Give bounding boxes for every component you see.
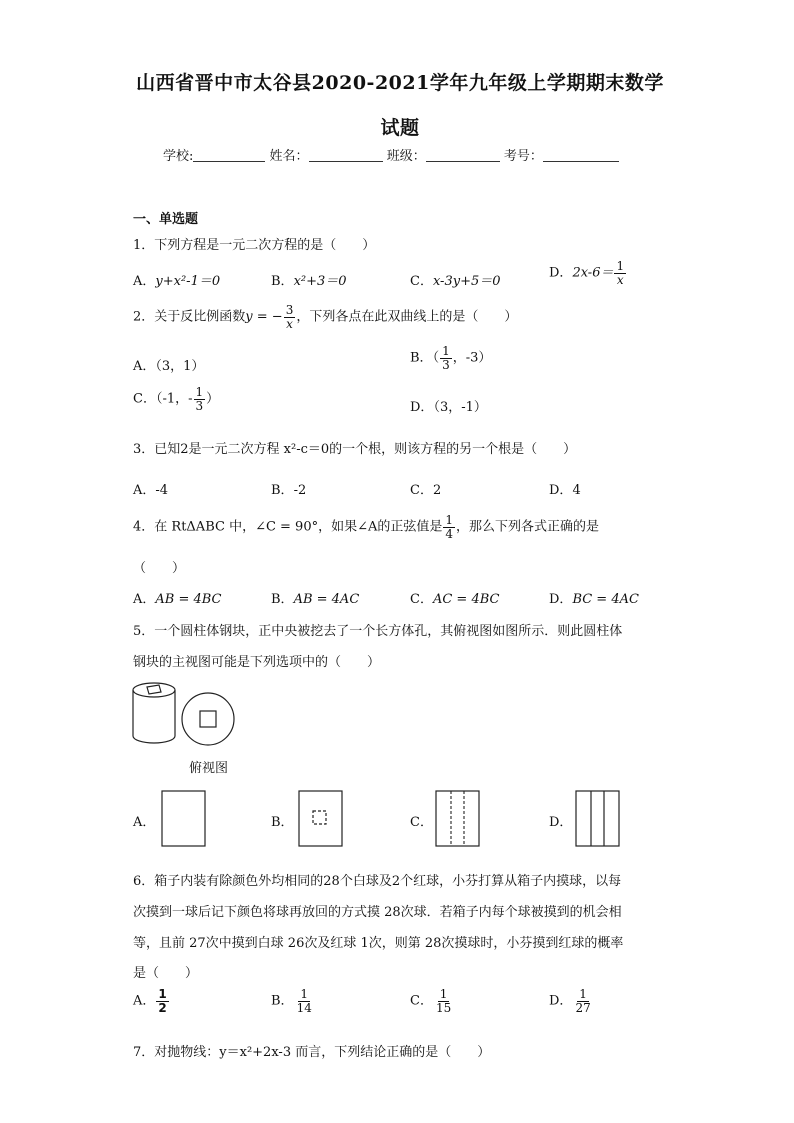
q5-option-a-figure bbox=[161, 790, 207, 848]
q5-option-a-label: A． bbox=[133, 815, 156, 830]
exam-title-line2: 试题 bbox=[380, 117, 420, 139]
fraction: $\frac{1}{27}$ bbox=[575, 987, 591, 1015]
fraction: $\frac{1}{14}$ bbox=[296, 987, 312, 1015]
q6-option-a: A． $\frac{1}{2}$ bbox=[133, 987, 167, 1015]
q5-option-b-figure bbox=[298, 790, 344, 848]
school-blank bbox=[193, 148, 265, 162]
q3-option-a: A．-4 bbox=[133, 483, 169, 498]
q6-line4: 是（ ） bbox=[133, 966, 199, 981]
q4-stem: 4．在 RtΔABC 中，∠C = 90°，如果∠A的正弦值是 $\frac{1}{4}$ ，那么下列各式正确的是 bbox=[133, 513, 600, 541]
q1-option-d: D．2x-6＝ $\frac{1}{x}$ bbox=[549, 259, 625, 287]
fraction: $\frac{1}{2}$ bbox=[158, 987, 167, 1015]
class-label: 班级： bbox=[386, 149, 426, 164]
exam-title-line1: 山西省晋中市太谷县2020-2021学年九年级上学期期末数学 bbox=[136, 72, 664, 94]
q4-paren: （ ） bbox=[133, 561, 186, 576]
q5-option-d-figure bbox=[575, 790, 621, 848]
q1-stem: 1．下列方程是一元二次方程的是（ ） bbox=[133, 238, 376, 253]
q3-option-d: D．4 bbox=[549, 483, 581, 498]
q2-option-b: B．（ $\frac{1}{3}$ ，-3） bbox=[410, 344, 492, 372]
q4-option-b: B．AB = 4AC bbox=[271, 592, 360, 607]
q4-option-c: C．AC = 4BC bbox=[410, 592, 500, 607]
q7-stem: 7．对抛物线：y＝x²+2x-3 而言，下列结论正确的是（ ） bbox=[133, 1045, 491, 1060]
exam-no-label: 考号： bbox=[503, 149, 543, 164]
name-label: 姓名： bbox=[269, 149, 309, 164]
q5-option-b-label: B． bbox=[271, 815, 294, 830]
q5-option-c-label: C． bbox=[410, 815, 433, 830]
q3-option-b: B．-2 bbox=[271, 483, 307, 498]
section-heading: 一、单选题 bbox=[133, 212, 199, 227]
q6-option-c: C． $\frac{1}{15}$ bbox=[410, 987, 452, 1015]
q6-line2: 次摸到一球后记下颜色将球再放回的方式摸 28次球．若箱子内每个球被摸到的机会相 bbox=[133, 905, 622, 920]
q5-option-c-figure bbox=[435, 790, 481, 848]
fraction: $\frac{1}{3}$ bbox=[195, 385, 204, 413]
q2-option-d: D．（3，-1） bbox=[410, 400, 487, 415]
exam-no-blank bbox=[543, 148, 619, 162]
cylinder-figure bbox=[130, 680, 180, 746]
fraction: $\frac{1}{3}$ bbox=[442, 344, 450, 372]
fraction: $\frac{1}{x}$ bbox=[616, 259, 625, 287]
q5-stem-line2: 钢块的主视图可能是下列选项中的（ ） bbox=[133, 655, 381, 670]
q2-option-c: C．（-1，- $\frac{1}{3}$ ） bbox=[133, 385, 220, 413]
q5-stem-line1: 5．一个圆柱体钢块，正中央被挖去了一个长方体孔，其俯视图如图所示．则此圆柱体 bbox=[133, 624, 623, 639]
fraction: $\frac{3}{x}$ bbox=[285, 303, 294, 331]
name-blank bbox=[309, 148, 383, 162]
q4-option-d: D．BC = 4AC bbox=[549, 592, 639, 607]
student-info-row bbox=[163, 145, 619, 164]
q2-option-a: A．（3，1） bbox=[133, 359, 205, 374]
q4-option-a: A．AB = 4BC bbox=[133, 592, 222, 607]
q1-option-b: B．x²+3＝0 bbox=[271, 274, 347, 289]
q6-line1: 6．箱子内装有除颜色外均相同的28个白球及2个红球，小芬打算从箱子内摸球，以每 bbox=[133, 874, 622, 889]
fraction: $\frac{1}{4}$ bbox=[445, 513, 454, 541]
q1-option-a: A．y+x²-1＝0 bbox=[133, 274, 221, 289]
fraction: $\frac{1}{15}$ bbox=[435, 987, 452, 1015]
q6-line3: 等，且前 27次中摸到白球 26次及红球 1次，则第 28次摸球时，小芬摸到红球的概率 bbox=[133, 936, 624, 951]
top-view-label: 俯视图 bbox=[189, 761, 229, 776]
q6-option-d: D． $\frac{1}{27}$ bbox=[549, 987, 591, 1015]
class-blank bbox=[426, 148, 500, 162]
q3-stem: 3．已知2是一元二次方程 x²-c＝0的一个根，则该方程的另一个根是（ ） bbox=[133, 442, 577, 457]
q2-stem: 2．关于反比例函数y = − $\frac{3}{x}$ ，下列各点在此双曲线上的是（ ） bbox=[133, 303, 518, 331]
school-label: 学校: bbox=[163, 149, 194, 164]
q6-option-b: B． $\frac{1}{14}$ bbox=[271, 987, 312, 1015]
q1-option-c: C．x-3y+5＝0 bbox=[410, 274, 501, 289]
top-view-figure bbox=[180, 691, 236, 747]
q3-option-c: C．2 bbox=[410, 483, 442, 498]
q5-option-d-label: D． bbox=[549, 815, 573, 830]
